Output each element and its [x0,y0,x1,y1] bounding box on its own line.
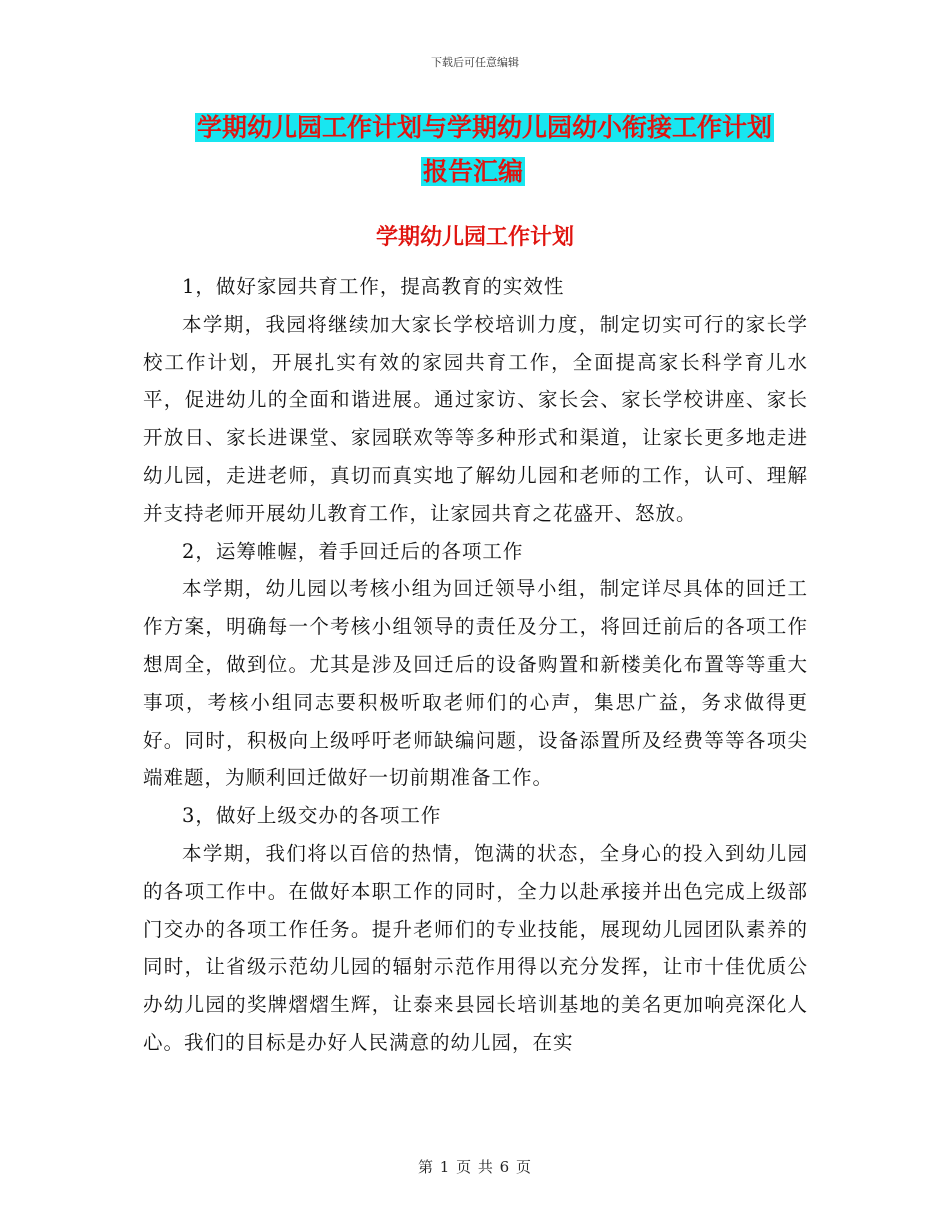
document-title-line-2 [421,154,525,190]
page-number: 第 1 页 共 6 页 [418,1158,532,1176]
section-title: 学期幼儿园工作计划 [375,225,574,250]
paragraph-heading: 2，运筹帷幄，着手回迁后的各项工作 [182,539,524,563]
title-highlight: 学期幼儿园工作计划与学期幼儿园幼小衔接工作计划 [197,113,773,142]
paragraph: 本学期，我园将继续加大家长学校培训力度，制定切实可行的家长学校工作计划，开展扎实有效的家园共育工作，全面提高家长科学育儿水平，促进幼儿的全面和谐进展。通过家访、家长会、家长学校讲座、家长开放日、家长进课堂、家园联欢等等多种形式和渠道，让家长更多地走进幼儿园，走进老师，真切而真实地了解幼儿园和老师的工作，认可、理解并支持老师开展幼儿教育工作，让家园共育之花盛开、怒放。 [143,312,808,525]
paragraph-heading: 3，做好上级交办的各项工作 [182,804,442,828]
paragraph-heading: 1，做好家园共育工作，提高教育的实效性 [182,275,565,298]
paragraph: 本学期，幼儿园以考核小组为回迁领导小组，制定详尽具体的回迁工作方案，明确每一个考核小组领导的责任及分工，将回迁前后的各项工作想周全，做到位。尤其是涉及回迁后的设备购置和新楼美化布置等等重大事项，考核小组同志要积极听取老师们的心声，集思广益，务求做得更好。同时，积极向上级呼吁老师缺编问题，设备添置所及经费等等各项尖端难题，为顺利回迁做好一切前期准备工作。 [143,577,808,790]
paragraph: 本学期，我们将以百倍的热情，饱满的状态，全身心的投入到幼儿园的各项工作中。在做好本职工作的同时，全力以赴承接并出色完成上级部门交办的各项工作任务。提升老师们的专业技能，展现幼儿园团队素养的同时，让省级示范幼儿园的辐射示范作用得以充分发挥，让市十佳优质公办幼儿园的奖牌熠熠生辉，让泰来县园长培训基地的美名更加响亮深化人心。我们的目标是办好人民满意的幼儿园，在实 [143,841,808,1054]
page-header: 下载后可任意编辑 [431,56,519,69]
document-title-line-1 [195,110,774,146]
title-highlight: 报告汇编 [423,157,524,186]
document-body [143,268,808,1062]
